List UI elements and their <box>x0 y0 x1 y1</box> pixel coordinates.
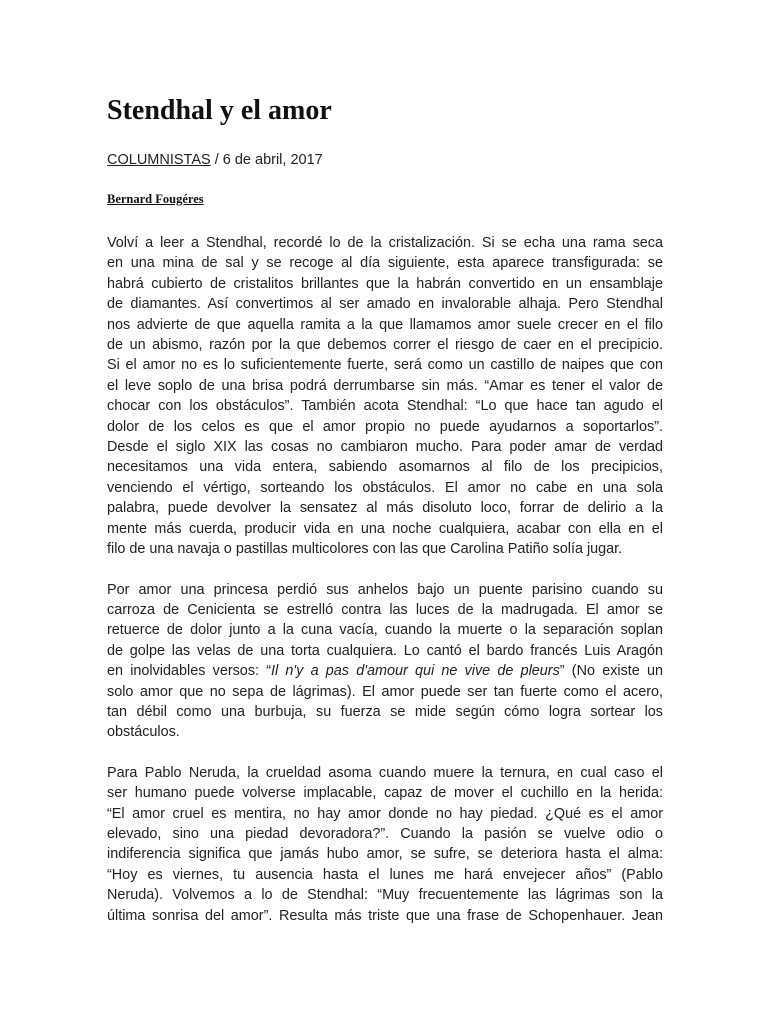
text-line: retuerce de dolor junto a la cuna vacía, cuando la muerte o la separación soplan <box>107 622 663 639</box>
text-line: el leve soplo de una brisa podrá derrumbarse sin más. “Amar es tener el valor de <box>107 377 663 394</box>
text-line: ser humano puede volverse implacable, capaz de mover el cuchillo en la herida: <box>107 785 663 802</box>
author-name: Bernard Fougéres <box>107 192 204 206</box>
paragraph-2 <box>107 580 663 743</box>
paragraph-3 <box>107 763 663 926</box>
article-body <box>107 233 663 926</box>
text-line: Por amor una princesa perdió sus anhelos bajo un puente parisino cuando su <box>107 581 663 598</box>
publish-date: / 6 de abril, 2017 <box>210 152 323 168</box>
text-line: Si el amor no es lo suficientemente fuerte, será como un castillo de naipes que con <box>107 357 663 374</box>
text-line: solo amor que no sepa de lágrimas). El amor puede ser tan fuerte como el acero, <box>107 683 663 700</box>
text-line: carroza de Cenicienta se estrelló contra las luces de la madrugada. El amor se <box>107 601 663 618</box>
text-line: Desde el siglo XIX las cosas no cambiaron mucho. Para poder amar de verdad <box>107 439 663 456</box>
text-line: obstáculos. <box>107 724 180 741</box>
text-line: en una mina de sal y se recoge al día siguiente, esta aparece transfigurada: se <box>107 255 663 272</box>
text-line: Volví a leer a Stendhal, recordé lo de la cristalización. Si se echa una rama seca <box>107 235 663 251</box>
text-line: indiferencia significa que jamás hubo amor, se sufre, se deteriora hasta el alma: <box>107 846 663 863</box>
text-line: Neruda). Volvemos a lo de Stendhal: “Muy frecuentemente las lágrimas son la <box>107 887 663 904</box>
text-line: mente más cuerda, producir vida en una noche cualquiera, acabar con ella en el <box>107 520 663 537</box>
article-meta <box>107 150 663 170</box>
quote-lead: en inolvidables versos: “ <box>107 663 272 680</box>
text-line: Para Pablo Neruda, la crueldad asoma cuando muere la ternura, en cual caso el <box>107 764 663 781</box>
category-link[interactable]: COLUMNISTAS <box>107 152 211 168</box>
text-line: tan débil como una burbuja, su fuerza se mide según cómo logra sortear los <box>107 703 663 720</box>
text-line: elevado, sino una piedad devoradora?”. Cuando la pasión se vuelve odio o <box>107 825 663 842</box>
article <box>107 94 663 926</box>
text-line: “El amor cruel es mentira, no hay amor donde no hay piedad. ¿Qué es el amor <box>107 805 663 822</box>
article-title: Stendhal y el amor <box>107 95 332 126</box>
text-line: de diamantes. Así convertimos al ser amado en invalorable alhaja. Pero Stendhal <box>107 296 663 313</box>
text-line: venciendo el vértigo, sorteando los obstáculos. El amor no cabe en una sola <box>107 479 663 496</box>
quote-italic: Il n'y a pas d'amour qui ne vive de pleurs <box>271 663 560 680</box>
paragraph-1 <box>107 233 663 560</box>
text-line: habrá cubierto de cristalitos brillantes que la habrán convertido en un ensamblaje <box>107 275 663 292</box>
quote-tail: ” (No existe un <box>559 663 664 680</box>
text-line: palabra, puede devolver la sensatez al más disoluto loco, forrar de delirio a la <box>107 500 663 517</box>
text-line: última sonrisa del amor”. Resulta más triste que una frase de Schopenhauer. Jean <box>107 907 663 924</box>
text-line: dolor de los celos es que el amor propio no puede ayudarnos a soportarlos”. <box>107 418 663 435</box>
aragon-quote-line <box>107 661 663 681</box>
text-line: nos advierte de que aquella ramita a la que llamamos amor suele crecer en el filo <box>107 316 663 333</box>
text-line: de golpe las velas de una torta cualquiera. Lo cantó el bardo francés Luis Aragón <box>107 642 663 659</box>
text-line: filo de una navaja o pastillas multicolores con las que Carolina Patiño solía jugar. <box>107 541 623 558</box>
text-line: chocar con los obstáculos”. También acota Stendhal: “Lo que hace tan agudo el <box>107 398 663 415</box>
text-line: “Hoy es viernes, tu ausencia hasta el lunes me hará envejecer años” (Pablo <box>107 866 663 883</box>
text-line: necesitamos una vida entera, sabiendo asomarnos al filo de los precipicios, <box>107 459 663 476</box>
text-line: de un abismo, razón por la que debemos correr el riesgo de caer en el precipicio. <box>107 337 663 354</box>
